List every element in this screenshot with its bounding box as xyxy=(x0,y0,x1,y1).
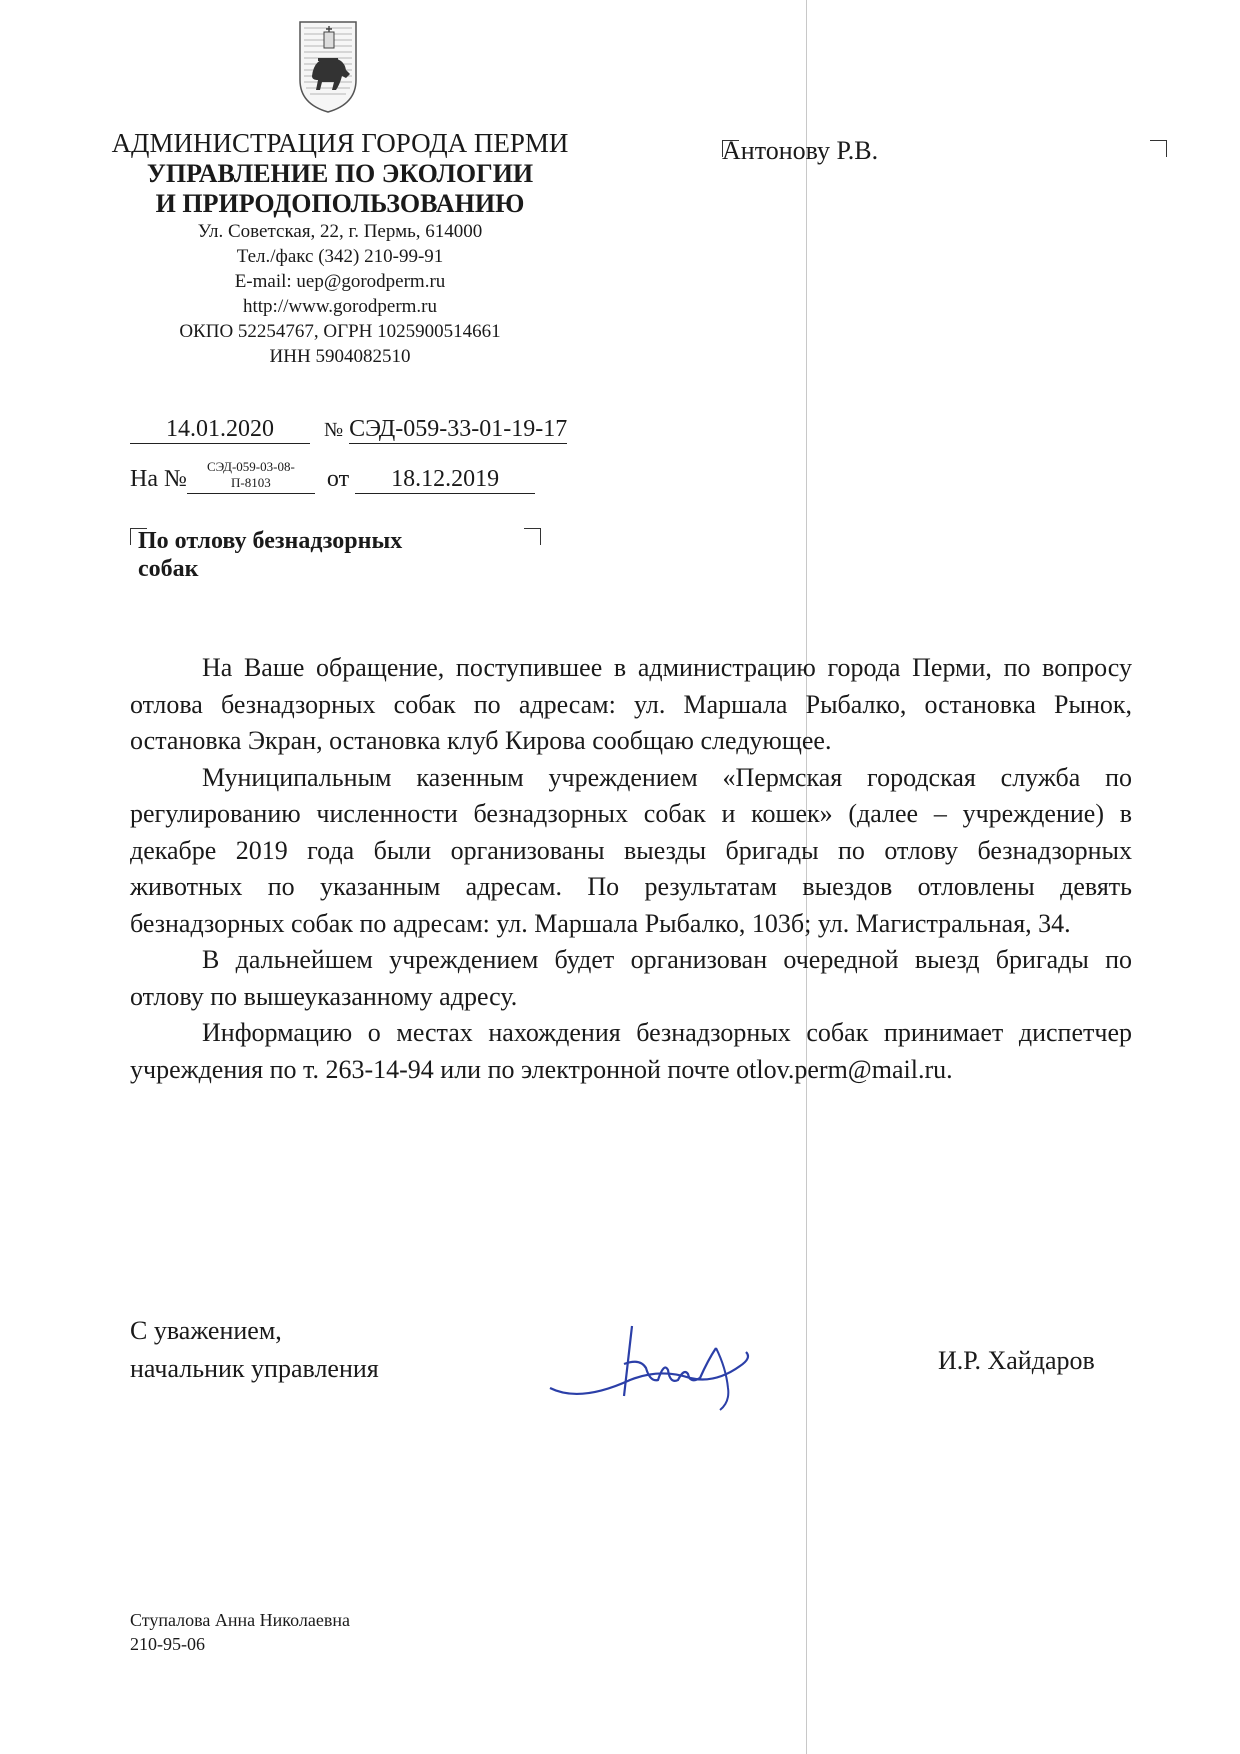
signer-name: И.Р. Хайдаров xyxy=(938,1346,1095,1375)
body-paragraph-4: Информацию о местах нахождения безнадзорных собак принимает диспетчер учреждения по т. 263-14-94 или по электронной почте otlov.perm@mail.ru. xyxy=(130,1018,1132,1084)
executor-phone: 210-95-06 xyxy=(130,1634,205,1655)
number-sign: № xyxy=(324,419,344,441)
subject-line1: По отлову безнадзорных xyxy=(138,528,403,554)
reference-number: СЭД-059-03-08- П-8103 xyxy=(187,469,315,494)
subject xyxy=(138,528,402,583)
org-inn: ИНН 5904082510 xyxy=(269,346,411,368)
org-email: E-mail: uep@gorodperm.ru xyxy=(234,270,446,292)
signer-position: начальник управления xyxy=(130,1354,379,1383)
closing xyxy=(130,1312,379,1388)
org-website: http://www.gorodperm.ru xyxy=(242,296,438,318)
reference-line xyxy=(130,459,535,494)
registration-number: СЭД-059-33-01-19-17 xyxy=(349,416,568,442)
closing-regards: С уважением, xyxy=(130,1316,282,1345)
reference-prefix: На № xyxy=(130,466,187,492)
executor-info xyxy=(130,1608,350,1657)
org-okpo-ogrn: ОКПО 52254767, ОГРН 1025900514661 xyxy=(179,321,501,343)
executor-name: Ступалова Анна Николаевна xyxy=(130,1610,350,1630)
handwritten-signature xyxy=(540,1318,760,1428)
department-name-line2: И ПРИРОДОПОЛЬЗОВАНИЮ xyxy=(155,188,525,218)
department-name-line1: УПРАВЛЕНИЕ ПО ЭКОЛОГИИ xyxy=(146,159,534,189)
registration-line xyxy=(130,416,567,444)
org-address: Ул. Советская, 22, г. Пермь, 614000 xyxy=(197,220,483,242)
body-paragraph-3: В дальнейшем учреждением будет организован очередной выезд бригады по отлову по вышеуказанному адресу. xyxy=(130,945,1132,1011)
reference-from: от xyxy=(326,466,350,492)
org-name: АДМИНИСТРАЦИЯ ГОРОДА ПЕРМИ xyxy=(111,128,569,158)
subject-bracket-right xyxy=(524,528,541,545)
org-phone: Тел./факс (342) 210-99-91 xyxy=(236,245,444,267)
body-paragraph-2: Муниципальным казенным учреждением «Пермская городская служба по регулированию численности безнадзорных собак и кошек» (далее – учреждение) в декабре 2019 года были организованы выезды бригады по отлову безнадзорных животных по указанным адресам. По результатам выездов отловлены девять безнадзорных собак по адресам: ул. Маршала Рыбалко, 103б; ул. Магистральная, 34. xyxy=(130,762,1132,938)
addressee: Антонову Р.В. xyxy=(722,136,879,165)
letter-body xyxy=(130,650,1132,1088)
registration-date: 14.01.2020 xyxy=(130,416,310,444)
letterhead xyxy=(60,128,620,369)
reference-date: 18.12.2019 xyxy=(355,466,535,494)
addressee-bracket-right xyxy=(1150,140,1167,157)
perm-coat-of-arms-icon xyxy=(296,18,360,114)
subject-line2: собак xyxy=(138,555,199,582)
body-paragraph-1: На Ваше обращение, поступившее в администрацию города Перми, по вопросу отлова безнадзорных собак по адресам: ул. Маршала Рыбалко, остановка Рынок, остановка Экран, остановка клуб Кирова сообщаю следующее. xyxy=(130,653,1132,755)
